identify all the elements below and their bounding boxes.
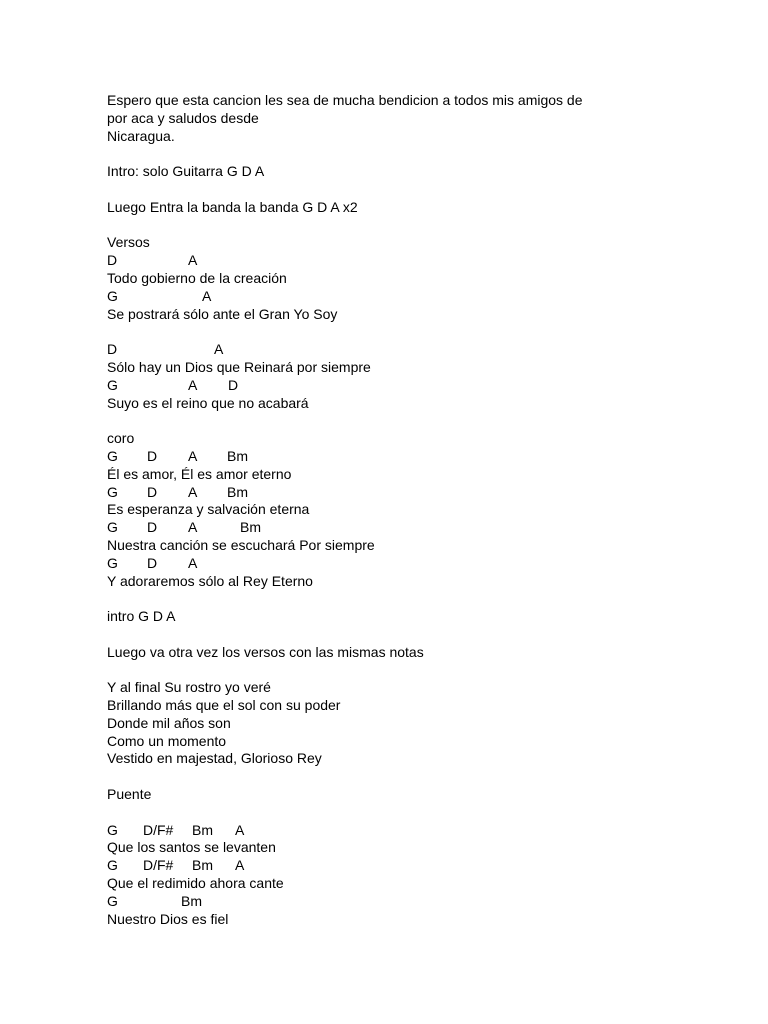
chord: Bm: [192, 821, 213, 838]
chorus-chord-line-1: [107, 448, 727, 466]
chord: D: [107, 341, 118, 358]
chord: G: [107, 483, 118, 500]
verse-chord-line-2: [107, 288, 727, 306]
bridge-lyric-line-1: Que los santos se levanten: [107, 839, 276, 856]
chord: D: [147, 447, 158, 464]
chord: G: [107, 821, 118, 838]
coro-label: coro: [107, 430, 135, 447]
chorus-chord-line-2: [107, 484, 727, 502]
chord: Bm: [227, 447, 248, 464]
document-body: [107, 92, 727, 928]
intro-again-line: intro G D A: [107, 608, 176, 625]
blank-line: [107, 804, 727, 822]
chord: D/F#: [143, 821, 174, 838]
chord: G: [107, 376, 118, 393]
chord: A: [188, 376, 198, 393]
verse-lyric-line-1: Todo gobierno de la creación: [107, 269, 287, 286]
chord: D: [228, 376, 239, 393]
blank-line: [107, 145, 727, 163]
intro-text-line-2: por aca y saludos desde: [107, 109, 259, 126]
intro-text-line-3: Nicaragua.: [107, 127, 175, 144]
chord: G: [107, 447, 118, 464]
chord: D/F#: [143, 857, 174, 874]
chord: A: [188, 483, 198, 500]
chorus-lyric-line-2: Es esperanza y salvación eterna: [107, 501, 310, 518]
intro-text-line-1: Espero que esta cancion les sea de mucha bendicion a todos mis amigos de: [107, 92, 583, 108]
verse-chord-line-1: [107, 252, 727, 270]
chord: D: [107, 252, 118, 269]
final-lyric-line: Como un momento: [107, 732, 227, 749]
chorus-chord-line-3: [107, 519, 727, 537]
bridge-lyric-line-3: Nuestro Dios es fiel: [107, 910, 229, 927]
blank-line: [107, 217, 727, 235]
verse-lyric-line-3: Sólo hay un Dios que Reinará por siempre: [107, 358, 371, 375]
chorus-lyric-line-3: Nuestra canción se escuchará Por siempre: [107, 536, 375, 553]
final-lyric-line: Brillando más que el sol con su poder: [107, 697, 341, 714]
chord: A: [188, 554, 198, 571]
bridge-chord-line-1: [107, 822, 727, 840]
chord: D: [147, 483, 158, 500]
blank-line: [107, 590, 727, 608]
bridge-chord-line-2: [107, 857, 727, 875]
puente-label: Puente: [107, 786, 152, 803]
chord: Bm: [240, 519, 261, 536]
chord: A: [202, 287, 212, 304]
bridge-chord-line-3: [107, 893, 727, 911]
chorus-lyric-line-4: Y adoraremos sólo al Rey Eterno: [107, 572, 313, 589]
chord: G: [107, 519, 118, 536]
chorus-lyric-line-1: Él es amor, Él es amor eterno: [107, 465, 292, 482]
final-lyric-line: Y al final Su rostro yo veré: [107, 679, 271, 696]
chord: A: [235, 857, 245, 874]
chorus-chord-line-4: [107, 555, 727, 573]
chord: G: [107, 287, 118, 304]
verse-lyric-line-4: Suyo es el reino que no acabará: [107, 394, 309, 411]
band-entry-line: Luego Entra la banda la banda G D A x2: [107, 198, 358, 215]
intro-guitar-line: Intro: solo Guitarra G D A: [107, 163, 265, 180]
blank-line: [107, 626, 727, 644]
chord: Bm: [227, 483, 248, 500]
chord: Bm: [181, 892, 202, 909]
final-lyric-line: Vestido en majestad, Glorioso Rey: [107, 750, 322, 767]
versos-label: Versos: [107, 234, 150, 251]
chord: A: [214, 341, 224, 358]
chord: A: [188, 252, 198, 269]
verse-lyric-line-2: Se postrará sólo ante el Gran Yo Soy: [107, 305, 338, 322]
chord: G: [107, 857, 118, 874]
blank-line: [107, 768, 727, 786]
blank-line: [107, 662, 727, 680]
repeat-note-line: Luego va otra vez los versos con las mismas notas: [107, 643, 424, 660]
chord: A: [235, 821, 245, 838]
chord: A: [188, 519, 198, 536]
bridge-lyric-line-2: Que el redimido ahora cante: [107, 875, 284, 892]
blank-line: [107, 412, 727, 430]
chord: G: [107, 554, 118, 571]
blank-line: [107, 181, 727, 199]
chord: A: [188, 447, 198, 464]
chord: D: [147, 519, 158, 536]
chord: D: [147, 554, 158, 571]
blank-line: [107, 323, 727, 341]
chord: Bm: [192, 857, 213, 874]
verse-chord-line-3: [107, 341, 727, 359]
verse-chord-line-4: [107, 377, 727, 395]
chord: G: [107, 892, 118, 909]
final-lyric-line: Donde mil años son: [107, 714, 231, 731]
